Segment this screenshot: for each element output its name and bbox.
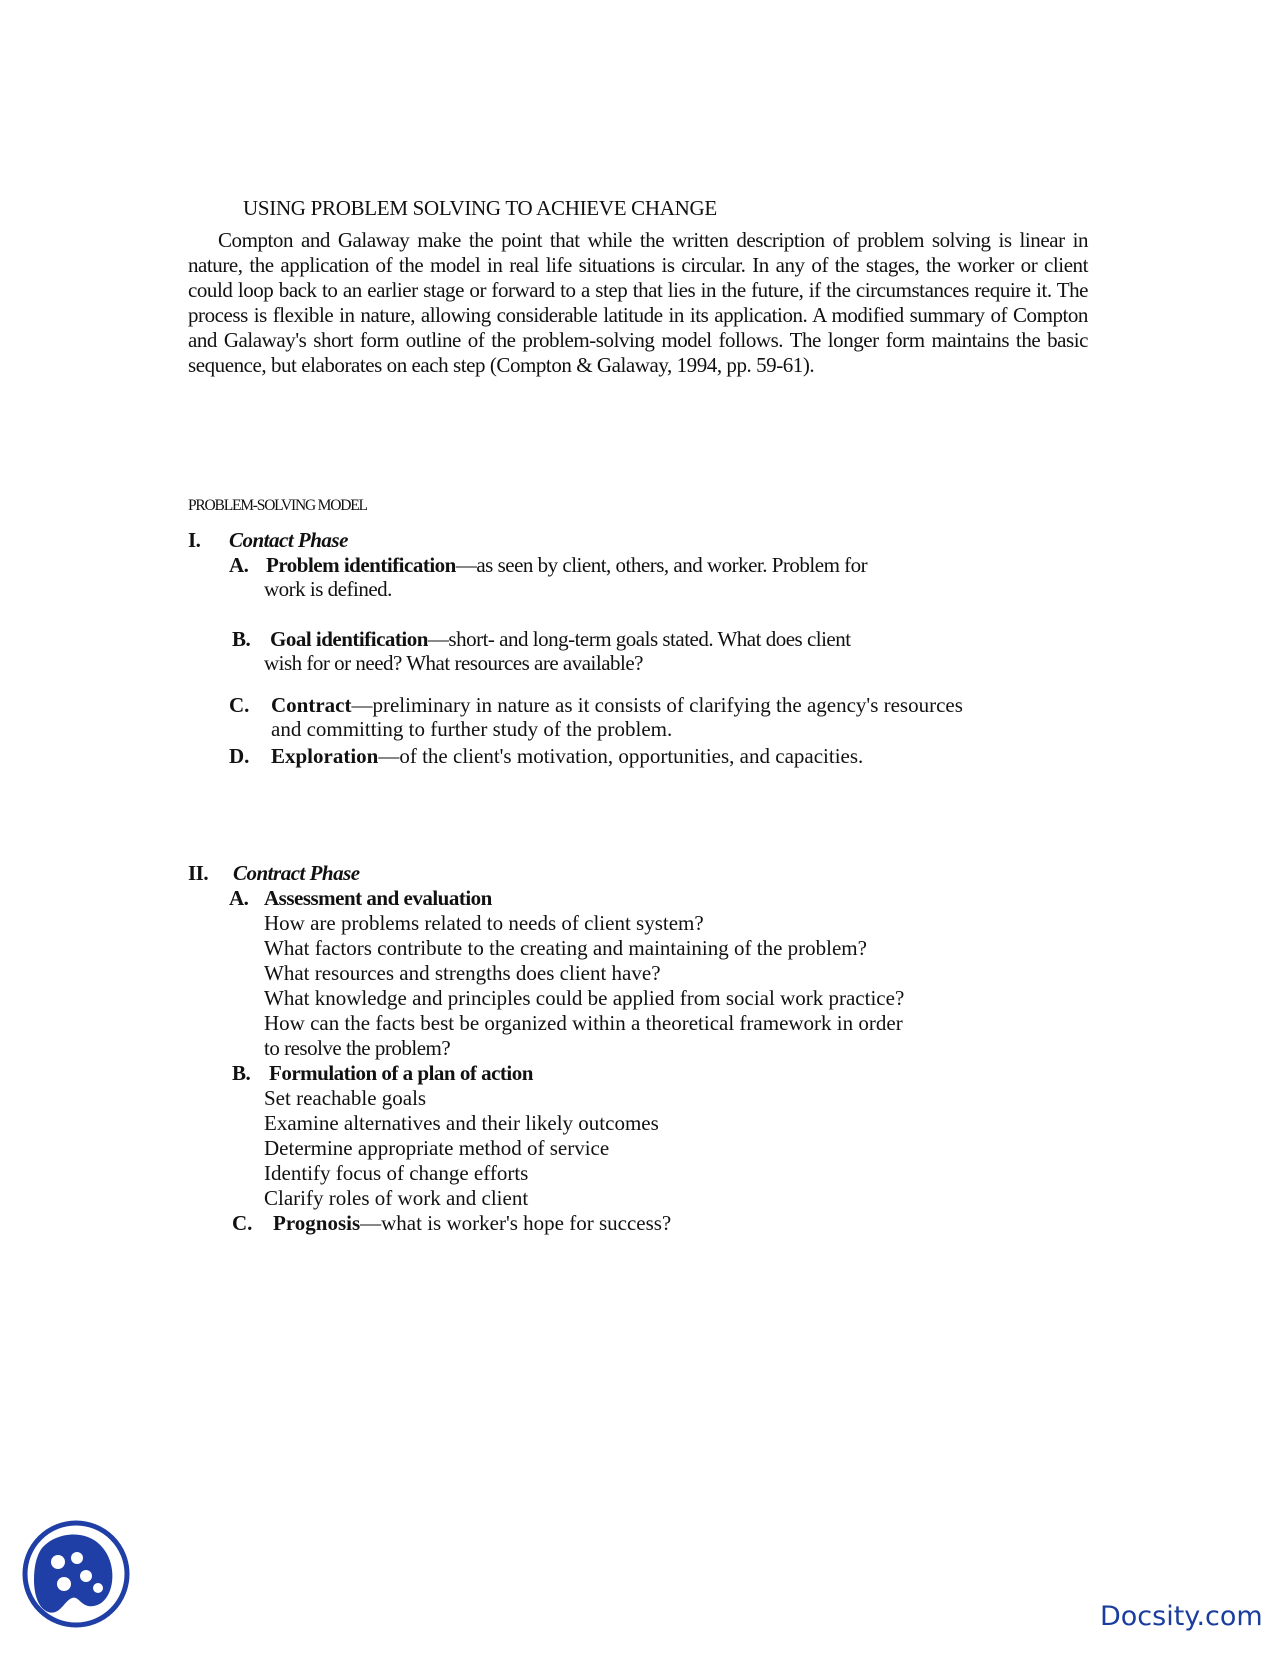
phase-1-item-a-continuation: work is defined. [264,577,392,601]
phase-1-numeral: I. [188,528,201,552]
phase-2-item-c-text: —what is worker's hope for success? [360,1211,672,1235]
phase-2-item-c-letter: C. [232,1211,253,1235]
assessment-question-continuation: to resolve the problem? [264,1036,451,1060]
plan-step: Determine appropriate method of service [264,1136,610,1160]
phase-1-item-b-continuation: wish for or need? What resources are available? [264,651,643,675]
phase-2-item-b [232,1061,533,1086]
phase-2-item-a [229,886,492,911]
phase-1-item-a-term: Problem identification [266,553,456,577]
phase-1-item-b-letter: B. [232,627,251,651]
assessment-question: What factors contribute to the creating and maintaining of the problem? [264,936,867,960]
phase-1-item-c-letter: C. [229,693,250,717]
phase-1-item-c-continuation: and committing to further study of the problem. [271,717,673,741]
plan-step: Examine alternatives and their likely outcomes [264,1111,659,1135]
phase-1-item-a-letter: A. [229,553,249,577]
phase-2-numeral: II. [188,861,209,885]
intro-paragraph: Compton and Galaway make the point that while the written description of problem solving is linear in nature, the application of the model in real life situations is circular. In any of the stages, the worker or client could loop back to an earlier stage or forward to a step that lies in the future, if the circumstances require it. The process is flexible in nature, allowing considerable latitude in its application. A modified summary of Compton and Galaway's short form outline of the problem-solving model follows. The longer form maintains the basic sequence, but elaborates on each step (Compton & Galaway, 1994, pp. 59-61). [188,228,1088,377]
phase-1-item-a [229,553,867,578]
model-heading: PROBLEM-SOLVING MODEL [188,497,367,514]
plan-step: Clarify roles of work and client [264,1186,529,1210]
assessment-question: How can the facts best be organized within a theoretical framework in order [264,1011,903,1035]
docsity-logo-icon-svg [20,1518,132,1630]
phase-1-item-b [232,627,851,652]
phase-1-item-b-term: Goal identification [270,627,428,651]
assessment-question: What resources and strengths does client have? [264,961,661,985]
phase-1-item-d-letter: D. [229,744,250,768]
plan-step: Set reachable goals [264,1086,427,1110]
phase-1-item-d [229,744,863,769]
phase-1-heading [188,528,348,553]
phase-2-item-a-letter: A. [229,886,249,910]
phase-2-item-b-term: Formulation of a plan of action [269,1061,533,1085]
phase-2-item-a-term: Assessment and evaluation [264,886,492,910]
phase-2-item-c [232,1211,671,1236]
phase-1-item-b-text: —short- and long-term goals stated. What does client [427,627,851,651]
docsity-logo-icon [20,1518,132,1630]
phase-1-item-c [229,693,963,718]
phase-2-item-b-letter: B. [232,1061,251,1085]
phase-1-item-c-term: Contract [271,693,352,717]
phase-1-item-c-text: —preliminary in nature as it consists of clarifying the agency's resources [351,693,963,717]
assessment-question: How are problems related to needs of client system? [264,911,704,935]
phase-1-item-a-text: —as seen by client, others, and worker. Problem for [455,553,868,577]
phase-1-item-d-term: Exploration [271,744,379,768]
phase-2-title: Contract Phase [233,861,360,885]
document-title: USING PROBLEM SOLVING TO ACHIEVE CHANGE [243,196,717,220]
phase-1-title: Contact Phase [229,528,348,552]
phase-1-item-d-text: —of the client's motivation, opportunities, and capacities. [378,744,864,768]
phase-2-item-c-term: Prognosis [273,1211,361,1235]
docsity-brand-link[interactable]: Docsity.com [1100,1601,1263,1632]
phase-2-heading [188,861,360,886]
plan-step: Identify focus of change efforts [264,1161,529,1185]
assessment-question: What knowledge and principles could be applied from social work practice? [264,986,905,1010]
